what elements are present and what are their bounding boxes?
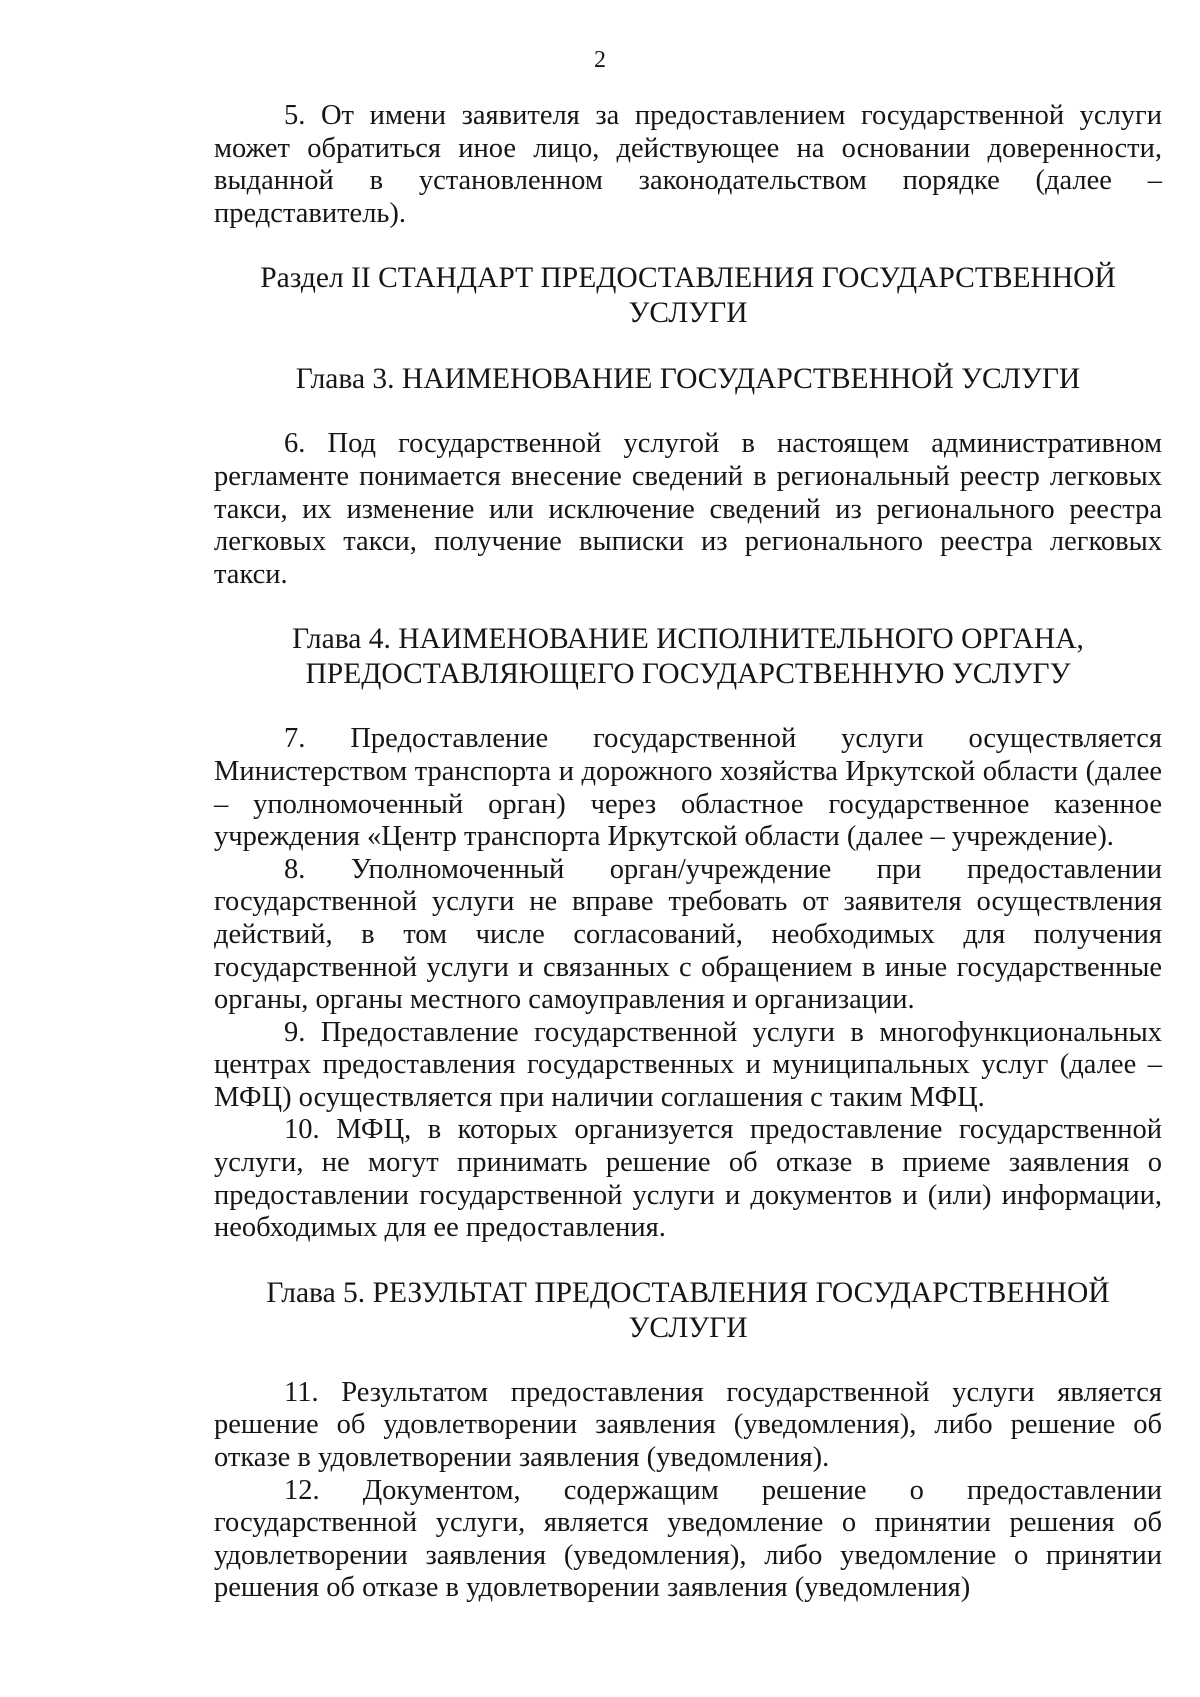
chapter-5-heading <box>214 1276 1162 1346</box>
paragraph-7: 7. Предоставление государственной услуги осуществляется Министерством транспорта и дорожного хозяйства Иркутской области (далее – уполномоченный орган) через областное государственное казенное учреждения «Центр транспорта Иркутской области (далее – учреждение). <box>214 723 1162 853</box>
chapter-3-heading <box>214 362 1162 397</box>
chapter-5-heading-line-2: УСЛУГИ <box>628 1311 748 1344</box>
paragraph-9: 9. Предоставление государственной услуги в многофункциональных центрах предоставления государственных и муниципальных услуг (далее – МФЦ) осуществляется при наличии соглашения с таким МФЦ. <box>214 1016 1162 1113</box>
chapter-3-heading-line-1: Глава 3. НАИМЕНОВАНИЕ ГОСУДАРСТВЕННОЙ УСЛУГИ <box>295 363 1081 396</box>
paragraph-6: 6. Под государственной услугой в настоящем административном регламенте понимается внесение сведений в региональный реестр легковых такси, их изменение или исключение сведений из регионального реестра легковых такси, получение выписки из регионального реестра легковых такси. <box>214 428 1162 590</box>
section-2-heading <box>214 261 1162 331</box>
document-body <box>214 100 1162 1605</box>
section-2-heading-line-1: Раздел II СТАНДАРТ ПРЕДОСТАВЛЕНИЯ ГОСУДАРСТВЕННОЙ <box>260 262 1116 295</box>
paragraph-8: 8. Уполномоченный орган/учреждение при предоставлении государственной услуги не вправе требовать от заявителя осуществления действий, в том числе согласований, необходимых для получения государственной услуги и связанных с обращением в иные государственные органы, органы местного самоуправления и организации. <box>214 853 1162 1016</box>
page-number: 2 <box>594 47 606 73</box>
paragraph-10: 10. МФЦ, в которых организуется предоставление государственной услуги, не могут принимать решение об отказе в приеме заявления о предоставлении государственной услуги и документов и (или) информации, необходимых для ее предоставления. <box>214 1114 1162 1244</box>
chapter-5-heading-line-1: Глава 5. РЕЗУЛЬТАТ ПРЕДОСТАВЛЕНИЯ ГОСУДАРСТВЕННОЙ <box>266 1276 1110 1309</box>
chapter-4-heading <box>214 622 1162 692</box>
paragraph-12: 12. Документом, содержащим решение о предоставлении государственной услуги, является уведомление о принятии решения об удовлетворении заявления (уведомления), либо уведомление о принятии решения об отказе в удовлетворении заявления (уведомления) <box>214 1474 1162 1604</box>
chapter-4-heading-line-1: Глава 4. НАИМЕНОВАНИЕ ИСПОЛНИТЕЛЬНОГО ОРГАНА, <box>292 623 1084 656</box>
chapter-4-heading-line-2: ПРЕДОСТАВЛЯЮЩЕГО ГОСУДАРСТВЕННУЮ УСЛУГУ <box>305 658 1071 691</box>
paragraph-11: 11. Результатом предоставления государственной услуги является решение об удовлетворении заявления (уведомления), либо решение об отказе в удовлетворении заявления (уведомления). <box>214 1376 1162 1474</box>
paragraph-5: 5. От имени заявителя за предоставлением государственной услуги может обратиться иное лицо, действующее на основании доверенности, выданной в установленном законодательством порядке (далее – представитель). <box>214 100 1162 229</box>
section-2-heading-line-2: УСЛУГИ <box>628 297 748 330</box>
